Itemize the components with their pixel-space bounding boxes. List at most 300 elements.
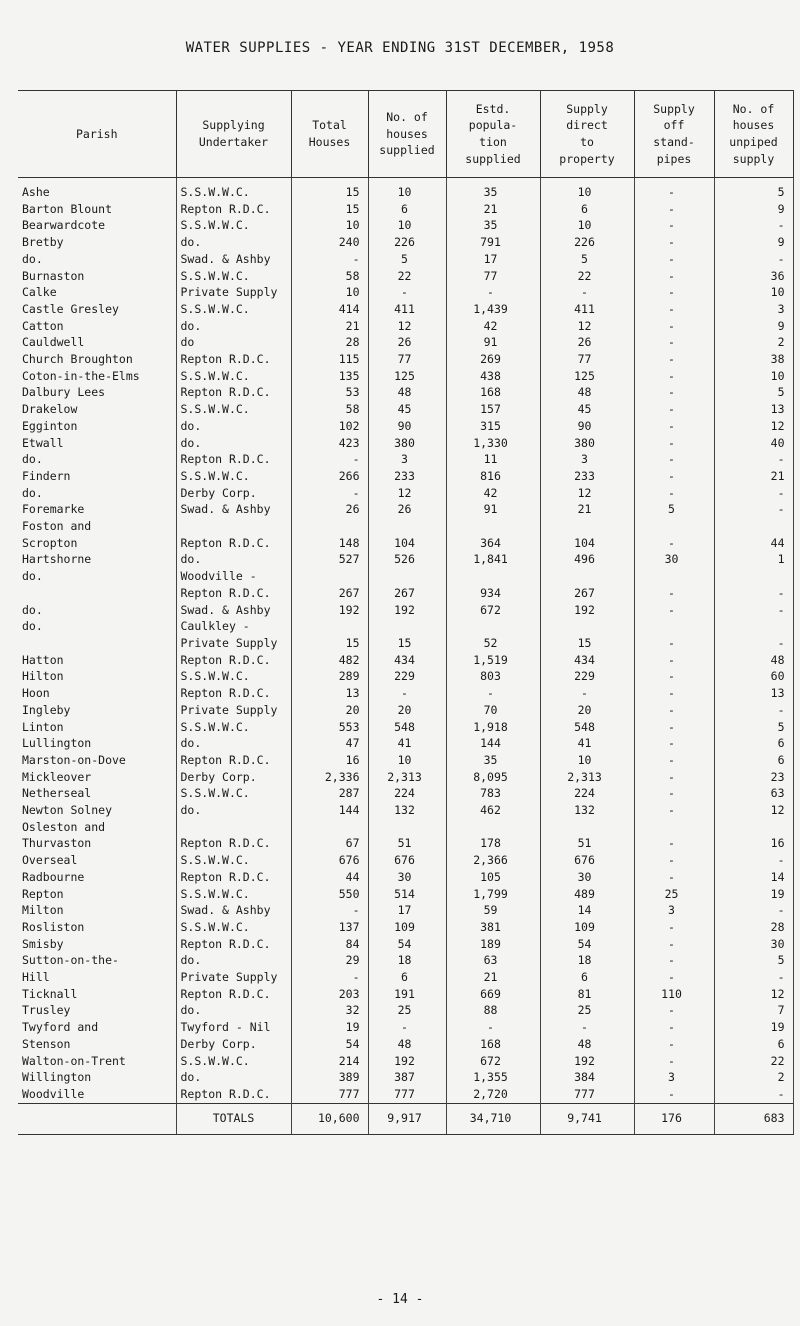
cell-population: 8,095 [446, 769, 540, 786]
cell-supply-direct: 48 [540, 1036, 634, 1053]
cell-undertaker: S.S.W.W.C. [176, 1053, 291, 1070]
cell-parish: Bearwardcote [22, 218, 106, 233]
cell-parish: Ingleby [22, 702, 71, 717]
cell-undertaker: Repton R.D.C. [176, 869, 291, 886]
cell-parish: Stenson [22, 1036, 71, 1051]
cell-unpiped: - [714, 702, 793, 719]
cell-supply-direct: 10 [540, 752, 634, 769]
cell-population: 157 [446, 401, 540, 418]
cell-supply-direct: 109 [540, 919, 634, 936]
cell-houses-supplied: 387 [368, 1069, 446, 1086]
cell-population: 934 [446, 585, 540, 602]
cell-houses-supplied: 224 [368, 785, 446, 802]
table-row [18, 685, 793, 702]
cell-standpipes: 25 [634, 886, 714, 903]
cell-unpiped: 14 [714, 869, 793, 886]
table-row [18, 668, 793, 685]
cell-unpiped: 21 [714, 468, 793, 485]
cell-total-houses: 148 [291, 535, 368, 552]
cell-houses-supplied: 526 [368, 551, 446, 568]
table-row [18, 835, 793, 852]
cell-parish: Radbourne [22, 869, 85, 884]
cell-population: 672 [446, 602, 540, 619]
cell-supply-direct: 125 [540, 368, 634, 385]
cell-parish: Woodville [22, 1086, 85, 1101]
cell-undertaker [176, 819, 291, 836]
cell-supply-direct: 676 [540, 852, 634, 869]
cell-houses-supplied: 2,313 [368, 769, 446, 786]
cell-supply-direct: 192 [540, 1053, 634, 1070]
cell-parish: Cauldwell [22, 335, 85, 350]
cell-total-houses: 20 [291, 702, 368, 719]
cell-unpiped: 13 [714, 685, 793, 702]
cell-standpipes: - [634, 351, 714, 368]
cell-supply-direct: - [540, 284, 634, 301]
cell-standpipes: - [634, 1086, 714, 1103]
cell-unpiped: - [714, 251, 793, 268]
cell-standpipes: - [634, 752, 714, 769]
cell-unpiped: 44 [714, 535, 793, 552]
cell-total-houses: 553 [291, 719, 368, 736]
cell-undertaker: Repton R.D.C. [176, 451, 291, 468]
cell-supply-direct: 777 [540, 1086, 634, 1103]
cell-unpiped: 7 [714, 1002, 793, 1019]
cell-total-houses: 10 [291, 217, 368, 234]
cell-standpipes: - [634, 1002, 714, 1019]
table-row [18, 535, 793, 552]
cell-unpiped: 63 [714, 785, 793, 802]
cell-total-houses: 44 [291, 869, 368, 886]
cell-standpipes: - [634, 451, 714, 468]
cell-houses-supplied: 10 [368, 217, 446, 234]
cell-population: 1,439 [446, 301, 540, 318]
totals-total-houses: 10,600 [291, 1103, 368, 1134]
cell-parish: do. [22, 619, 43, 634]
cell-total-houses: - [291, 969, 368, 986]
cell-population: 178 [446, 835, 540, 852]
cell-parish: Repton [22, 886, 64, 901]
cell-houses-supplied: 411 [368, 301, 446, 318]
cell-population: 70 [446, 702, 540, 719]
cell-standpipes: - [634, 178, 714, 201]
cell-unpiped: 12 [714, 986, 793, 1003]
totals-standpipes: 176 [634, 1103, 714, 1134]
cell-houses-supplied: 104 [368, 535, 446, 552]
cell-total-houses: 26 [291, 501, 368, 518]
cell-undertaker: do. [176, 1002, 291, 1019]
cell-parish: Barton Blount [22, 201, 113, 216]
cell-population [446, 618, 540, 635]
cell-houses-supplied [368, 518, 446, 535]
cell-total-houses: 137 [291, 919, 368, 936]
cell-population: 2,720 [446, 1086, 540, 1103]
table-row [18, 702, 793, 719]
cell-standpipes: - [634, 668, 714, 685]
table-row [18, 852, 793, 869]
cell-supply-direct: 10 [540, 217, 634, 234]
cell-supply-direct: 45 [540, 401, 634, 418]
cell-standpipes: - [634, 384, 714, 401]
cell-standpipes: 3 [634, 902, 714, 919]
cell-population: 1,519 [446, 652, 540, 669]
cell-parish: Netherseal [22, 786, 92, 801]
cell-parish: Marston-on-Dove [22, 752, 126, 767]
cell-parish: Twyford and [22, 1020, 99, 1035]
cell-standpipes: - [634, 735, 714, 752]
cell-standpipes: - [634, 635, 714, 652]
cell-total-houses: 144 [291, 802, 368, 819]
cell-undertaker: Derby Corp. [176, 1036, 291, 1053]
cell-supply-direct: 51 [540, 835, 634, 852]
cell-unpiped: - [714, 902, 793, 919]
cell-supply-direct: 3 [540, 451, 634, 468]
cell-supply-direct: 6 [540, 969, 634, 986]
cell-supply-direct: 54 [540, 936, 634, 953]
cell-unpiped: 40 [714, 435, 793, 452]
cell-total-houses: 414 [291, 301, 368, 318]
cell-supply-direct: 90 [540, 418, 634, 435]
cell-standpipes: - [634, 685, 714, 702]
cell-supply-direct: 6 [540, 201, 634, 218]
cell-houses-supplied: 6 [368, 969, 446, 986]
cell-houses-supplied [368, 568, 446, 585]
cell-houses-supplied: 777 [368, 1086, 446, 1103]
cell-population: 21 [446, 201, 540, 218]
cell-unpiped: 10 [714, 284, 793, 301]
cell-standpipes: - [634, 952, 714, 969]
cell-population: - [446, 685, 540, 702]
cell-undertaker: Caulkley - [176, 618, 291, 635]
cell-parish: Osleston and [22, 819, 106, 834]
header-supplying-undertaker: Supplying Undertaker [176, 91, 291, 178]
cell-population: 816 [446, 468, 540, 485]
cell-supply-direct: 25 [540, 1002, 634, 1019]
cell-undertaker: Private Supply [176, 702, 291, 719]
cell-total-houses: 240 [291, 234, 368, 251]
cell-total-houses: 289 [291, 668, 368, 685]
table-row [18, 418, 793, 435]
cell-standpipes: - [634, 318, 714, 335]
cell-total-houses: 527 [291, 551, 368, 568]
cell-parish: Mickleover [22, 769, 92, 784]
cell-undertaker: Swad. & Ashby [176, 501, 291, 518]
table-row [18, 802, 793, 819]
cell-unpiped: - [714, 969, 793, 986]
header-parish: Parish [18, 91, 176, 178]
cell-supply-direct [540, 618, 634, 635]
cell-houses-supplied: - [368, 685, 446, 702]
cell-standpipes: 110 [634, 986, 714, 1003]
header-population-supplied: Estd. popula- tion supplied [446, 91, 540, 178]
cell-parish: Egginton [22, 418, 78, 433]
header-row [18, 91, 793, 178]
cell-standpipes: - [634, 869, 714, 886]
page-number: - 14 - [376, 1292, 424, 1307]
cell-undertaker: Swad. & Ashby [176, 602, 291, 619]
cell-unpiped: 3 [714, 301, 793, 318]
cell-houses-supplied: 10 [368, 752, 446, 769]
cell-total-houses: 192 [291, 602, 368, 619]
cell-standpipes: - [634, 201, 714, 218]
cell-standpipes: - [634, 334, 714, 351]
cell-supply-direct: 81 [540, 986, 634, 1003]
cell-parish: do. [22, 452, 43, 467]
cell-standpipes [634, 618, 714, 635]
cell-unpiped: 19 [714, 886, 793, 903]
cell-parish: Calke [22, 285, 57, 300]
cell-supply-direct: 489 [540, 886, 634, 903]
cell-houses-supplied: 233 [368, 468, 446, 485]
cell-parish: Newton Solney [22, 803, 113, 818]
cell-population: - [446, 1019, 540, 1036]
cell-unpiped: - [714, 852, 793, 869]
cell-supply-direct: 104 [540, 535, 634, 552]
cell-population: - [446, 284, 540, 301]
cell-standpipes: 5 [634, 501, 714, 518]
cell-undertaker: Repton R.D.C. [176, 936, 291, 953]
table-row [18, 334, 793, 351]
cell-standpipes: - [634, 852, 714, 869]
table-row [18, 952, 793, 969]
cell-standpipes: - [634, 301, 714, 318]
cell-houses-supplied: 267 [368, 585, 446, 602]
cell-total-houses: 10 [291, 284, 368, 301]
cell-standpipes: - [634, 936, 714, 953]
cell-parish: Walton-on-Trent [22, 1053, 126, 1068]
cell-population: 52 [446, 635, 540, 652]
cell-supply-direct: 48 [540, 384, 634, 401]
cell-supply-direct: - [540, 1019, 634, 1036]
table-row [18, 351, 793, 368]
cell-standpipes: - [634, 1053, 714, 1070]
header-supply-standpipes: Supply off stand- pipes [634, 91, 714, 178]
cell-population: 11 [446, 451, 540, 468]
cell-unpiped: - [714, 602, 793, 619]
cell-population: 1,841 [446, 551, 540, 568]
water-supplies-table [18, 90, 794, 1135]
cell-undertaker: S.S.W.W.C. [176, 886, 291, 903]
cell-population: 17 [446, 251, 540, 268]
cell-undertaker: do. [176, 1069, 291, 1086]
cell-undertaker: do. [176, 318, 291, 335]
cell-undertaker: do. [176, 234, 291, 251]
cell-supply-direct: 12 [540, 318, 634, 335]
cell-unpiped: 36 [714, 268, 793, 285]
cell-houses-supplied: 434 [368, 652, 446, 669]
cell-houses-supplied: 12 [368, 318, 446, 335]
cell-parish [18, 585, 176, 602]
cell-undertaker: Swad. & Ashby [176, 902, 291, 919]
cell-unpiped: - [714, 485, 793, 502]
cell-houses-supplied: - [368, 1019, 446, 1036]
cell-houses-supplied: 12 [368, 485, 446, 502]
cell-population: 803 [446, 668, 540, 685]
cell-population: 783 [446, 785, 540, 802]
table-row [18, 301, 793, 318]
cell-undertaker: Derby Corp. [176, 769, 291, 786]
table-row [18, 869, 793, 886]
cell-houses-supplied: 51 [368, 835, 446, 852]
cell-parish: Thurvaston [22, 836, 92, 851]
cell-standpipes: - [634, 251, 714, 268]
cell-undertaker: S.S.W.W.C. [176, 719, 291, 736]
cell-total-houses: 266 [291, 468, 368, 485]
cell-parish: Dalbury Lees [22, 385, 106, 400]
cell-undertaker: do [176, 334, 291, 351]
cell-total-houses: 135 [291, 368, 368, 385]
cell-parish: do. [22, 485, 43, 500]
cell-undertaker: Repton R.D.C. [176, 535, 291, 552]
cell-unpiped: 5 [714, 952, 793, 969]
table-row [18, 178, 793, 201]
cell-houses-supplied: 25 [368, 1002, 446, 1019]
cell-population: 462 [446, 802, 540, 819]
cell-standpipes: 30 [634, 551, 714, 568]
cell-total-houses: - [291, 485, 368, 502]
cell-total-houses [291, 819, 368, 836]
table-row [18, 886, 793, 903]
cell-undertaker: S.S.W.W.C. [176, 401, 291, 418]
cell-standpipes: - [634, 802, 714, 819]
cell-supply-direct: 21 [540, 501, 634, 518]
cell-unpiped: 13 [714, 401, 793, 418]
cell-parish: Hartshorne [22, 552, 92, 567]
cell-total-houses: 389 [291, 1069, 368, 1086]
cell-unpiped: 6 [714, 752, 793, 769]
cell-standpipes: - [634, 234, 714, 251]
cell-houses-supplied: 18 [368, 952, 446, 969]
cell-houses-supplied: 192 [368, 1053, 446, 1070]
cell-population: 42 [446, 485, 540, 502]
cell-population [446, 518, 540, 535]
cell-undertaker: do. [176, 952, 291, 969]
cell-undertaker: do. [176, 802, 291, 819]
table-row [18, 735, 793, 752]
cell-standpipes: - [634, 702, 714, 719]
cell-standpipes: - [634, 835, 714, 852]
cell-standpipes: - [634, 485, 714, 502]
cell-undertaker: S.S.W.W.C. [176, 268, 291, 285]
cell-standpipes: - [634, 1019, 714, 1036]
cell-houses-supplied: 514 [368, 886, 446, 903]
cell-houses-supplied: 229 [368, 668, 446, 685]
cell-parish: do. [22, 569, 43, 584]
table-row [18, 501, 793, 518]
cell-houses-supplied: 26 [368, 334, 446, 351]
cell-unpiped: 1 [714, 551, 793, 568]
cell-houses-supplied: 20 [368, 702, 446, 719]
cell-unpiped: - [714, 635, 793, 652]
cell-unpiped: 38 [714, 351, 793, 368]
cell-undertaker [176, 518, 291, 535]
cell-parish: Overseal [22, 853, 78, 868]
table-row [18, 585, 793, 602]
cell-houses-supplied: 192 [368, 602, 446, 619]
cell-undertaker: Twyford - Nil [176, 1019, 291, 1036]
table-row [18, 652, 793, 669]
cell-unpiped: 16 [714, 835, 793, 852]
cell-unpiped: 60 [714, 668, 793, 685]
cell-population: 1,355 [446, 1069, 540, 1086]
cell-parish: Coton-in-the-Elms [22, 368, 140, 383]
cell-supply-direct: 233 [540, 468, 634, 485]
cell-total-houses: 58 [291, 268, 368, 285]
cell-houses-supplied: 48 [368, 1036, 446, 1053]
cell-total-houses: 15 [291, 635, 368, 652]
totals-spacer [18, 1103, 176, 1134]
cell-undertaker: S.S.W.W.C. [176, 852, 291, 869]
cell-unpiped: - [714, 585, 793, 602]
cell-undertaker: Woodville - [176, 568, 291, 585]
table-row [18, 201, 793, 218]
cell-houses-supplied: 45 [368, 401, 446, 418]
cell-unpiped: 30 [714, 936, 793, 953]
cell-supply-direct: 192 [540, 602, 634, 619]
totals-unpiped: 683 [714, 1103, 793, 1134]
cell-standpipes: - [634, 368, 714, 385]
cell-houses-supplied: 125 [368, 368, 446, 385]
cell-unpiped: 9 [714, 318, 793, 335]
cell-standpipes: - [634, 217, 714, 234]
cell-parish: Smisby [22, 936, 64, 951]
cell-unpiped: 9 [714, 201, 793, 218]
cell-undertaker: S.S.W.W.C. [176, 785, 291, 802]
cell-undertaker: S.S.W.W.C. [176, 919, 291, 936]
cell-undertaker: Repton R.D.C. [176, 752, 291, 769]
cell-supply-direct: 380 [540, 435, 634, 452]
table-row [18, 635, 793, 652]
cell-houses-supplied: 77 [368, 351, 446, 368]
cell-total-houses: 58 [291, 401, 368, 418]
cell-undertaker: S.S.W.W.C. [176, 301, 291, 318]
table-row [18, 384, 793, 401]
cell-total-houses: 267 [291, 585, 368, 602]
header-houses-supplied: No. of houses supplied [368, 91, 446, 178]
table-row [18, 986, 793, 1003]
cell-parish: Sutton-on-the- [22, 953, 119, 968]
cell-supply-direct: 15 [540, 635, 634, 652]
cell-parish: Castle Gresley [22, 301, 119, 316]
cell-standpipes: - [634, 769, 714, 786]
cell-supply-direct: 77 [540, 351, 634, 368]
cell-population: 315 [446, 418, 540, 435]
cell-population: 168 [446, 384, 540, 401]
cell-parish: Willington [22, 1070, 92, 1085]
table-row [18, 518, 793, 535]
cell-supply-direct: 132 [540, 802, 634, 819]
cell-population: 42 [446, 318, 540, 335]
cell-total-houses: - [291, 251, 368, 268]
cell-undertaker: Repton R.D.C. [176, 384, 291, 401]
cell-supply-direct: 226 [540, 234, 634, 251]
cell-houses-supplied: 90 [368, 418, 446, 435]
cell-population: 63 [446, 952, 540, 969]
cell-houses-supplied: 5 [368, 251, 446, 268]
cell-standpipes: - [634, 468, 714, 485]
cell-population: 2,366 [446, 852, 540, 869]
cell-unpiped: 5 [714, 384, 793, 401]
cell-houses-supplied: 22 [368, 268, 446, 285]
cell-parish: Hoon [22, 686, 50, 701]
cell-undertaker: Repton R.D.C. [176, 1086, 291, 1103]
table-row [18, 819, 793, 836]
cell-unpiped: - [714, 451, 793, 468]
cell-supply-direct: 548 [540, 719, 634, 736]
table-row [18, 217, 793, 234]
cell-population: 438 [446, 368, 540, 385]
cell-total-houses: 550 [291, 886, 368, 903]
cell-houses-supplied: 380 [368, 435, 446, 452]
